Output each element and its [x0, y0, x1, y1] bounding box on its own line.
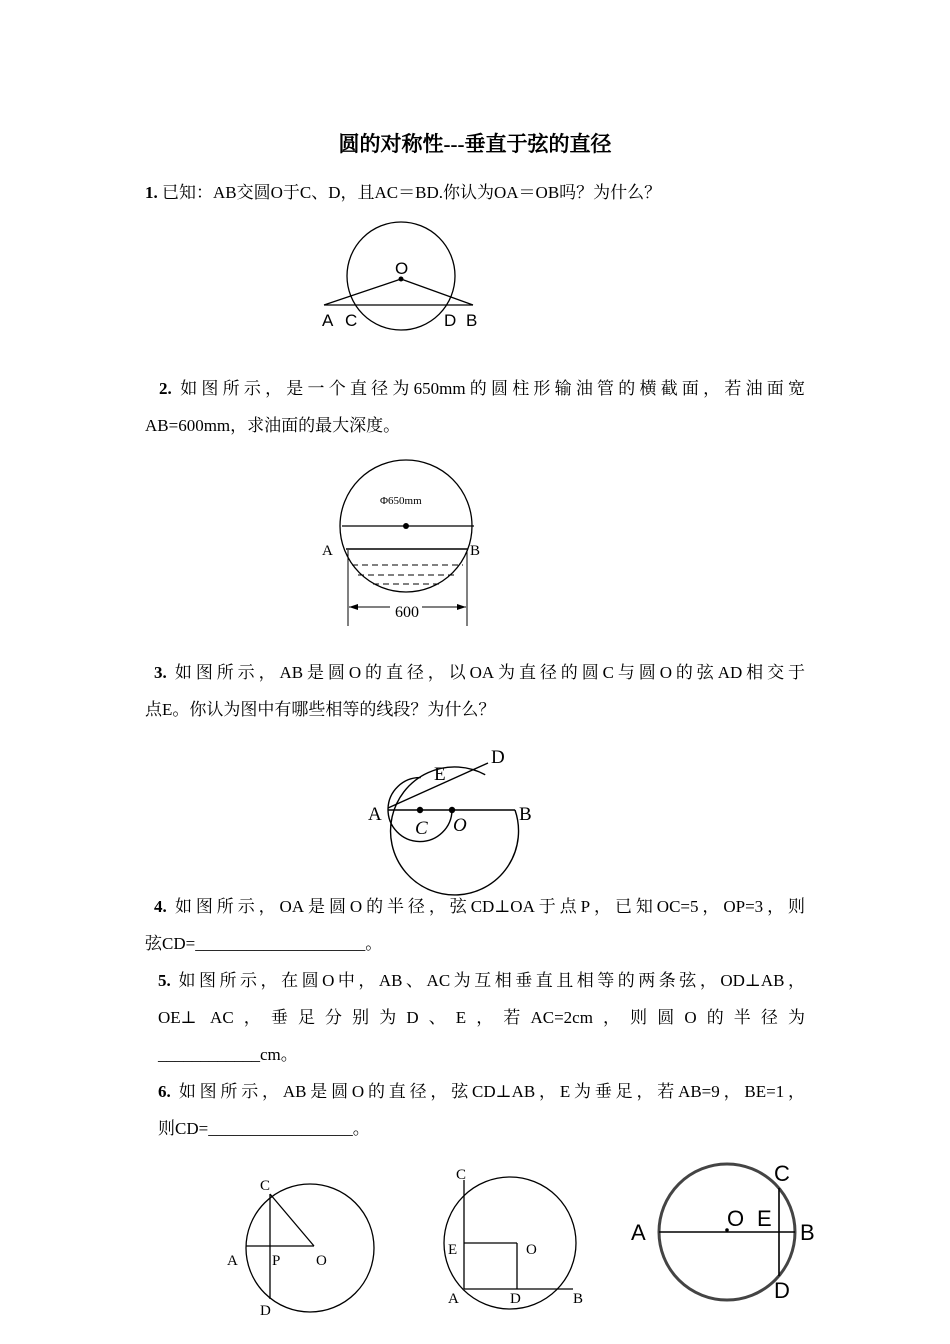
- label-o: O: [727, 1206, 745, 1231]
- question-text: 如图所示，AB是圆O的直径，以OA为直径的圆C与圆O的弦AD相交于: [174, 663, 805, 682]
- label-a: A: [322, 543, 333, 559]
- question-text: 如图所示，AB是圆O的直径，弦CD⊥AB，E为垂足，若AB=9，BE=1，: [178, 1082, 805, 1101]
- label-b: B: [800, 1220, 815, 1245]
- question-2: [145, 370, 805, 407]
- question-6: [158, 1073, 805, 1110]
- label-e: E: [448, 1242, 458, 1258]
- question-4-continued: [145, 925, 805, 962]
- question-number: 3.: [154, 663, 167, 682]
- label-d: D: [510, 1291, 521, 1307]
- center-dot: [403, 523, 409, 529]
- question-5: [158, 962, 805, 999]
- label-b: B: [466, 311, 478, 330]
- question-6-continued: [158, 1110, 805, 1147]
- question-number: 5.: [158, 971, 171, 990]
- figure-2: [318, 458, 498, 628]
- label-c: C: [774, 1161, 790, 1186]
- segment-oc: [270, 1194, 314, 1246]
- circle-o: [246, 1184, 374, 1312]
- label-c: C: [260, 1178, 271, 1194]
- question-text: 如图所示，OA是圆O的半径，弦CD⊥OA于点P，已知OC=5，OP=3，则: [174, 897, 806, 916]
- question-2-continued: [145, 407, 805, 444]
- point-c: [417, 807, 423, 813]
- label-d: D: [260, 1303, 271, 1319]
- arrow-right: [457, 604, 466, 610]
- question-number: 4.: [154, 897, 167, 916]
- segment-oa: [324, 279, 401, 305]
- arrow-left: [349, 604, 358, 610]
- point-o: [449, 807, 455, 813]
- label-c: C: [456, 1167, 467, 1183]
- segment-ob: [401, 279, 473, 305]
- label-b: B: [470, 543, 481, 559]
- figure-3: [360, 742, 550, 882]
- figure-4: [220, 1170, 390, 1330]
- figure-6: [628, 1158, 828, 1308]
- label-o: O: [395, 259, 409, 278]
- label-c: C: [415, 818, 428, 839]
- label-b: B: [519, 804, 532, 825]
- question-4: [145, 888, 805, 925]
- question-1: [145, 174, 815, 211]
- question-5-answer-line: [158, 1036, 805, 1073]
- question-number: 2.: [159, 379, 172, 398]
- label-o: O: [526, 1242, 537, 1258]
- figure-5: [440, 1160, 600, 1315]
- label-o: O: [453, 815, 467, 836]
- label-e: E: [434, 764, 446, 785]
- label-a: A: [368, 804, 382, 825]
- label-b: B: [573, 1291, 584, 1307]
- label-d: D: [774, 1278, 790, 1303]
- label-c: C: [345, 311, 358, 330]
- question-3-continued: [145, 691, 805, 728]
- question-text: 如图所示，是一个直径为650mm的圆柱形输油管的横截面，若油面宽: [180, 379, 805, 398]
- question-text: AB=600mm，求油面的最大深度。: [145, 416, 401, 435]
- label-d: D: [491, 747, 505, 768]
- question-text: 则CD=_________________。: [158, 1119, 370, 1138]
- page-title: 圆的对称性---垂直于弦的直径: [338, 132, 612, 156]
- question-5-continued: [158, 999, 805, 1036]
- question-text: 已知：AB交圆O于C、D，且AC＝BD.你认为OA＝OB吗？为什么？: [162, 183, 662, 202]
- question-number: 6.: [158, 1082, 171, 1101]
- question-text: 如图所示，在圆O中，AB、AC为互相垂直且相等的两条弦，OD⊥AB，: [178, 971, 805, 990]
- question-number: 1.: [145, 183, 158, 202]
- question-text: ____________cm。: [158, 1045, 298, 1064]
- label-d: D: [444, 311, 457, 330]
- label-a: A: [227, 1253, 238, 1269]
- question-text: 弦CD=____________________。: [145, 934, 383, 953]
- label-o: O: [316, 1253, 327, 1269]
- label-a: A: [448, 1291, 459, 1307]
- label-e: E: [757, 1206, 772, 1231]
- label-p: P: [272, 1253, 281, 1269]
- label-a: A: [322, 311, 334, 330]
- width-label: 600: [395, 604, 419, 621]
- question-text: 点E。你认为图中有哪些相等的线段？为什么？: [145, 700, 496, 719]
- label-a: A: [631, 1220, 646, 1245]
- diameter-label: Φ650mm: [380, 495, 422, 507]
- question-text: OE⊥ AC，垂足分别为D、E，若AC=2cm，则圆O的半径为: [158, 1008, 805, 1027]
- question-3: [145, 654, 805, 691]
- figure-1: [310, 222, 500, 337]
